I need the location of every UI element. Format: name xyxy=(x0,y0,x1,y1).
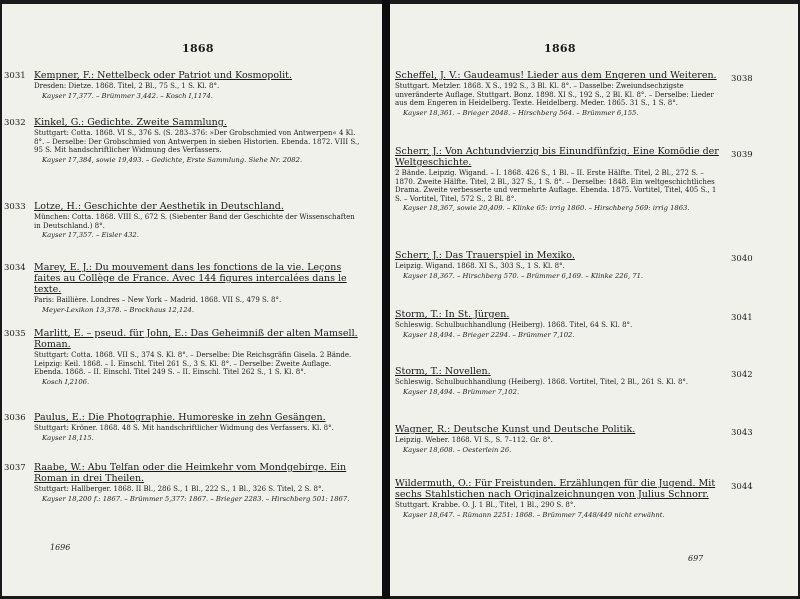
entry-publication: Stuttgart: Cotta. 1868. VII S., 374 S. Kl. 8°. – Derselbe: Die Reichsgräfin Gisela. 2 Bände. Leipzig: Keil. 1868. – I. Einschl. Titel 261 S., 3 S. Kl. 8°. – Derselbe: Zweite Auflage. Ebenda. 1868. – II. Einschl. Titel 249 S. – II. Einschl. Titel 262 S., 1 S. Kl. 8°. xyxy=(34,351,352,377)
catalog-entry xyxy=(395,250,753,280)
entry-publication: Schleswig. Schulbuchhandlung (Heiberg). 1868. Vortitel, Titel, 2 Bl., 261 S. Kl. 8°. xyxy=(395,378,689,386)
catalog-entry xyxy=(4,462,362,503)
entry-heading: Lotze, H.: Geschichte der Aesthetik in Deutschland. xyxy=(34,201,284,212)
right-page xyxy=(390,4,798,596)
entry-number: 3041 xyxy=(731,313,753,323)
page-number: 697 xyxy=(688,554,704,563)
entry-references: Kayser 17,384, sowie 19,493. – Gedichte, Erste Sammlung. Siehe Nr. 2082. xyxy=(42,155,303,164)
page-number: 1696 xyxy=(50,543,71,552)
entry-heading: Kempner, F.: Nettelbeck oder Patriot und Kosmopolit. xyxy=(34,70,292,81)
entry-number: 3031 xyxy=(4,71,26,81)
entry-references: Kayser 17,357. – Eisler 432. xyxy=(42,231,139,240)
entry-references: Kayser 18,361. – Brieger 2048. – Hirschberg 564. – Brümmer 6,155. xyxy=(403,108,639,117)
catalog-entry xyxy=(4,328,362,386)
entry-publication: München: Cotta. 1868. VIII S., 672 S. (Siebenter Band der Geschichte der Wissenschaften in Deutschland.) 8°. xyxy=(34,213,355,230)
page-year: 1868 xyxy=(182,42,214,55)
entry-heading: Storm, T.: In St. Jürgen. xyxy=(395,309,510,320)
entry-publication: Paris: Baillière. Londres – New York – Madrid. 1868. VII S., 479 S. 8°. xyxy=(34,296,282,304)
entry-number: 3034 xyxy=(4,263,26,273)
entry-heading: Marlitt, E. – pseud. für John, E.: Das Geheimniß der alten Mamsell. Roman. xyxy=(34,328,358,350)
catalog-entry xyxy=(395,424,753,454)
entry-heading: Scherr, J.: Von Achtundvierzig bis Einundfünfzig. Eine Komödie der Weltgeschichte. xyxy=(395,146,719,168)
catalog-entry xyxy=(395,366,753,396)
catalog-entry xyxy=(4,412,362,442)
entry-references: Kayser 18,494. – Brieger 2294. – Brümmer 7,102. xyxy=(403,330,575,339)
left-page xyxy=(2,4,382,596)
entry-heading: Raabe, W.: Abu Telfan oder die Heimkehr vom Mondgebirge. Ein Roman in drei Theilen. xyxy=(34,462,347,484)
entry-publication: Leipzig. Weber. 1868. VI S., S. 7–112. Gr. 8°. xyxy=(395,436,553,444)
entry-references: Kayser 18,367. – Hirschberg 570. – Brümmer 6,169. – Klinke 226, 71. xyxy=(403,271,644,280)
entry-references: Kayser 18,367, sowie 20,409. – Klinke 65: irrig 1860. – Hirschberg 569: irrig 1863. xyxy=(403,204,690,213)
entry-references: Kayser 18,200 f.: 1867. – Brümmer 5,377: 1867. – Brieger 2283. – Hirschberg 501: 1867. xyxy=(42,494,350,503)
entry-publication: Stuttgart: Hallberger. 1868. II Bl., 286 S., 1 Bl., 222 S., 1 Bl., 326 S. Titel, 2 S. 8°. xyxy=(34,485,324,493)
entry-number: 3038 xyxy=(731,74,753,84)
entry-references: Kayser 18,494. – Brümmer 7,102. xyxy=(403,387,520,396)
entry-number: 3035 xyxy=(4,329,26,339)
entry-number: 3032 xyxy=(4,118,26,128)
entry-heading: Kinkel, G.: Gedichte. Zweite Sammlung. xyxy=(34,117,227,128)
entry-references: Kayser 17,377. – Brümmer 3,442. – Kosch I,1174. xyxy=(42,91,213,100)
catalog-entry xyxy=(4,117,362,164)
entry-publication: Stuttgart. Metzler. 1868. X S., 192 S., 3 Bl. Kl. 8°. – Dasselbe: Zweiundsechzigste unveränderte Auflage. Stuttgart. Bonz. 1898. XI S., 192 S., 2 Bl. Kl. 8°. – Derselbe: Lieder aus dem Engeren in Heidelberg. Texte. Heidelberg. Meder. 1865. 31 S., 1 S. 8°. xyxy=(395,82,714,108)
entry-number: 3044 xyxy=(731,482,753,492)
entry-publication: Stuttgart: Cotta. 1868. VI S., 376 S. (S. 283–376: »Der Grobschmied von Antwerpen« 4 Kl. 8°. – Derselbe: Der Grobschmied von Antwerpen in sieben Historien. Ebenda. 1872. VIII S., 95 S. Mit handschriftlicher Widmung des Verfassers. xyxy=(34,129,360,155)
entry-publication: Schleswig. Schulbuchhandlung (Heiberg). 1868. Titel, 64 S. Kl. 8°. xyxy=(395,321,633,329)
book-gutter xyxy=(382,0,390,599)
entry-number: 3042 xyxy=(731,370,753,380)
entry-publication: 2 Bände. Leipzig. Wigand. – I. 1868. 426 S., 1 Bl. – II. Erste Hälfte. Titel, 2 Bl., 272 S. – 1870. Zweite Hälfte. Titel, 2 Bl., 327 S., 1 S. 8°. – Derselbe: 1848. Ein weltgeschichtliches Drama. Zweite verbesserte und vermehrte Auflage. Ebenda. 1875. Vortitel, Titel, 405 S., 1 S. – Vortitel, Titel, 572 S., 2 Bl. 8°. xyxy=(395,169,717,203)
entry-heading: Scherr, J.: Das Trauerspiel in Mexiko. xyxy=(395,250,575,261)
entry-heading: Wildermuth, O.: Für Freistunden. Erzählungen für die Jugend. Mit sechs Stahlstichen nach Originalzeichnungen von Julius Schnorr. xyxy=(395,478,716,500)
entry-references: Kayser 18,115. xyxy=(42,433,94,442)
entry-references: Kayser 18,647. – Rümann 2251: 1868. – Brümmer 7,448/449 nicht erwähnt. xyxy=(403,510,665,519)
entry-number: 3039 xyxy=(731,150,753,160)
entry-publication: Leipzig. Wigand. 1868. XI S., 303 S., 1 S. Kl. 8°. xyxy=(395,262,565,270)
catalog-entry xyxy=(4,262,362,314)
entry-references: Meyer-Lexikon 13,378. – Brockhaus 12,124. xyxy=(42,305,195,314)
entry-heading: Storm, T.: Novellen. xyxy=(395,366,491,377)
entry-number: 3043 xyxy=(731,428,753,438)
catalog-entry xyxy=(395,70,753,117)
catalog-entry xyxy=(395,309,753,339)
catalog-entry xyxy=(4,70,362,100)
entry-references: Kayser 18,608. – Oesterlein 26. xyxy=(403,445,512,454)
catalog-entry xyxy=(395,478,753,519)
entry-publication: Stuttgart: Kröner. 1868. 48 S. Mit handschriftlicher Widmung des Verfassers. Kl. 8°. xyxy=(34,424,334,432)
entry-publication: Stuttgart. Krabbe. O. J. 1 Bl., Titel, 1 Bl., 290 S. 8°. xyxy=(395,501,576,509)
entry-number: 3033 xyxy=(4,202,26,212)
catalog-entry xyxy=(4,201,362,240)
page-year: 1868 xyxy=(544,42,576,55)
entry-heading: Marey, E. J.: Du mouvement dans les fonctions de la vie. Leçons faites au Collège de France. Avec 144 figures intercalées dans le texte. xyxy=(34,262,347,295)
entry-heading: Paulus, E.: Die Photographie. Humoreske in zehn Gesängen. xyxy=(34,412,326,423)
entry-number: 3036 xyxy=(4,413,26,423)
entry-publication: Dresden: Dietze. 1868. Titel, 2 Bl., 75 S., 1 S. Kl. 8°. xyxy=(34,82,220,90)
catalog-entry xyxy=(395,146,753,213)
entry-heading: Wagner, R.: Deutsche Kunst und Deutsche Politik. xyxy=(395,424,636,435)
entry-number: 3040 xyxy=(731,254,753,264)
entry-number: 3037 xyxy=(4,463,26,473)
entry-references: Kosch I,2106. xyxy=(42,377,90,386)
entry-heading: Scheffel, J. V.: Gaudeamus! Lieder aus dem Engeren und Weiteren. xyxy=(395,70,717,81)
